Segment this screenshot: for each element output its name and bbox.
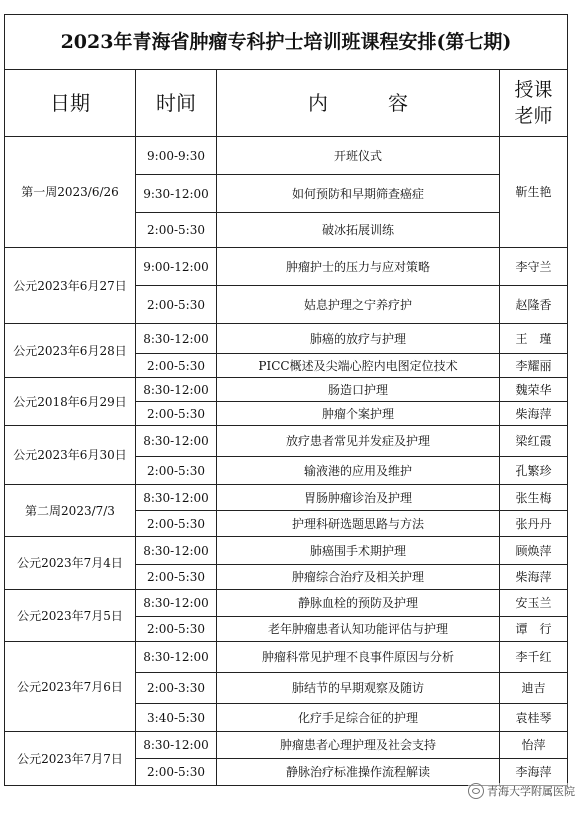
session-content: 化疗手足综合征的护理 xyxy=(217,704,500,732)
session-teacher: 李耀丽 xyxy=(500,354,568,378)
session-time: 2:00-5:30 xyxy=(136,617,217,642)
day-date: 公元2023年7月4日 xyxy=(5,537,136,590)
session-time: 8:30-12:00 xyxy=(136,537,217,565)
session-content: PICC概述及尖端心腔内电图定位技术 xyxy=(217,354,500,378)
session-content: 肿瘤患者心理护理及社会支持 xyxy=(217,732,500,759)
session-teacher: 迪吉 xyxy=(500,673,568,704)
day-date: 公元2023年6月30日 xyxy=(5,426,136,485)
session-row xyxy=(5,378,568,402)
session-time: 2:00-5:30 xyxy=(136,457,217,485)
watermark xyxy=(468,783,575,799)
session-content: 肿瘤护士的压力与应对策略 xyxy=(217,248,500,286)
session-row xyxy=(5,642,568,673)
session-teacher: 梁红霞 xyxy=(500,426,568,457)
session-time: 8:30-12:00 xyxy=(136,378,217,402)
session-row xyxy=(5,590,568,617)
day-date: 公元2023年7月5日 xyxy=(5,590,136,642)
session-time: 8:30-12:00 xyxy=(136,426,217,457)
session-teacher: 怡萍 xyxy=(500,732,568,759)
session-content: 如何预防和早期筛查癌症 xyxy=(217,175,500,213)
title-row xyxy=(5,15,568,70)
session-time: 3:40-5:30 xyxy=(136,704,217,732)
session-teacher: 李千红 xyxy=(500,642,568,673)
session-teacher: 李守兰 xyxy=(500,248,568,286)
date-header: 日期 xyxy=(5,70,136,137)
day-date: 公元2023年7月6日 xyxy=(5,642,136,732)
session-content: 破冰拓展训练 xyxy=(217,213,500,248)
session-teacher: 顾焕萍 xyxy=(500,537,568,565)
session-teacher: 王 瑾 xyxy=(500,324,568,354)
watermark-text: 青海大学附属医院 xyxy=(487,785,575,798)
session-content: 肿瘤综合治疗及相关护理 xyxy=(217,565,500,590)
session-teacher: 靳生艳 xyxy=(500,137,568,248)
session-content: 肿瘤个案护理 xyxy=(217,402,500,426)
session-content: 肺癌的放疗与护理 xyxy=(217,324,500,354)
session-content: 肺结节的早期观察及随访 xyxy=(217,673,500,704)
session-content: 静脉治疗标准操作流程解读 xyxy=(217,759,500,786)
header-row xyxy=(5,70,568,137)
session-time: 2:00-5:30 xyxy=(136,565,217,590)
session-teacher: 柴海萍 xyxy=(500,402,568,426)
session-teacher: 袁桂琴 xyxy=(500,704,568,732)
time-header: 时间 xyxy=(136,70,217,137)
teacher-header xyxy=(500,70,568,137)
session-time: 8:30-12:00 xyxy=(136,732,217,759)
session-teacher: 孔繁珍 xyxy=(500,457,568,485)
schedule-table xyxy=(4,14,568,786)
session-time: 8:30-12:00 xyxy=(136,642,217,673)
session-teacher: 魏荣华 xyxy=(500,378,568,402)
session-row xyxy=(5,426,568,457)
day-date: 公元2023年6月27日 xyxy=(5,248,136,324)
session-time: 8:30-12:00 xyxy=(136,324,217,354)
session-time: 8:30-12:00 xyxy=(136,485,217,511)
session-content: 胃肠肿瘤诊治及护理 xyxy=(217,485,500,511)
session-teacher: 安玉兰 xyxy=(500,590,568,617)
session-teacher: 李海萍 xyxy=(500,759,568,786)
session-time: 9:00-9:30 xyxy=(136,137,217,175)
session-row xyxy=(5,485,568,511)
session-teacher: 柴海萍 xyxy=(500,565,568,590)
session-time: 2:00-5:30 xyxy=(136,354,217,378)
day-date: 第二周2023/7/3 xyxy=(5,485,136,537)
day-date: 公元2023年6月28日 xyxy=(5,324,136,378)
session-time: 2:00-5:30 xyxy=(136,511,217,537)
session-content: 姑息护理之宁养疗护 xyxy=(217,286,500,324)
session-time: 2:00-3:30 xyxy=(136,673,217,704)
session-content: 肠造口护理 xyxy=(217,378,500,402)
session-time: 2:00-5:30 xyxy=(136,286,217,324)
session-content: 静脉血栓的预防及护理 xyxy=(217,590,500,617)
day-date: 公元2023年7月7日 xyxy=(5,732,136,786)
session-content: 老年肿瘤患者认知功能评估与护理 xyxy=(217,617,500,642)
session-teacher: 张丹丹 xyxy=(500,511,568,537)
session-content: 输液港的应用及维护 xyxy=(217,457,500,485)
day-date: 公元2018年6月29日 xyxy=(5,378,136,426)
session-content: 肿瘤科常见护理不良事件原因与分析 xyxy=(217,642,500,673)
session-time: 9:00-12:00 xyxy=(136,248,217,286)
day-date: 第一周2023/6/26 xyxy=(5,137,136,248)
session-time: 8:30-12:00 xyxy=(136,590,217,617)
session-time: 2:00-5:30 xyxy=(136,402,217,426)
session-content: 肺癌围手术期护理 xyxy=(217,537,500,565)
session-content: 放疗患者常见并发症及护理 xyxy=(217,426,500,457)
session-row xyxy=(5,324,568,354)
session-row xyxy=(5,537,568,565)
teacher-header-line1: 授课 xyxy=(514,79,553,101)
teacher-header-line2: 老师 xyxy=(514,105,553,127)
session-time: 9:30-12:00 xyxy=(136,175,217,213)
session-row xyxy=(5,248,568,286)
session-time: 2:00-5:30 xyxy=(136,759,217,786)
session-time: 2:00-5:30 xyxy=(136,213,217,248)
table-title: 2023年青海省肿瘤专科护士培训班课程安排(第七期) xyxy=(5,15,568,70)
session-teacher: 张生梅 xyxy=(500,485,568,511)
session-content: 护理科研选题思路与方法 xyxy=(217,511,500,537)
session-row xyxy=(5,732,568,759)
content-header: 内 容 xyxy=(217,70,500,137)
session-content: 开班仪式 xyxy=(217,137,500,175)
wechat-icon xyxy=(468,783,484,799)
session-teacher: 谭 行 xyxy=(500,617,568,642)
session-teacher: 赵隆香 xyxy=(500,286,568,324)
session-row xyxy=(5,137,568,175)
